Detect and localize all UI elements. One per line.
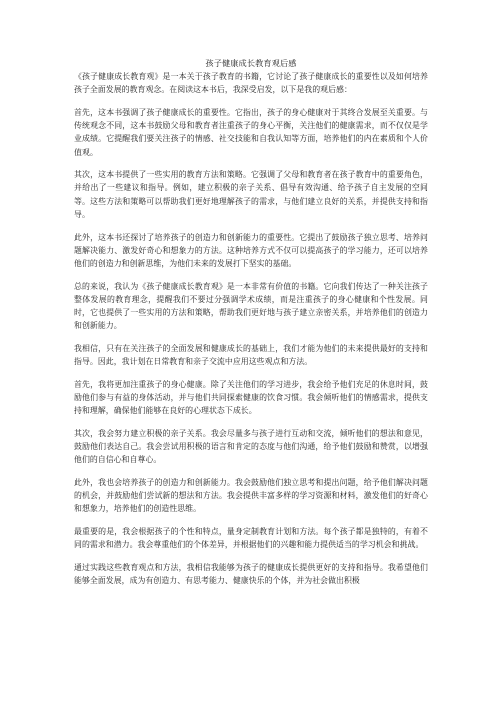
paragraph-belief: 我相信，只有在关注孩子的全面发展和健康成长的基础上，我们才能为他们的未来提供最好的支持和指导。因此，我计划在日常教育和亲子交流中应用这些观点和方法。 xyxy=(74,343,428,367)
paragraph-plan-relationship: 其次，我会努力建立积极的亲子关系。我会尽量多与孩子进行互动和交流，倾听他们的想法和意见，鼓励他们表达自己。我会尝试用积极的语言和肯定的态度与他们沟通，给予他们鼓励和赞赏，以增强他们的自信心和自尊心。 xyxy=(74,428,428,465)
paragraph-creativity: 此外，这本书还探讨了培养孩子的创造力和创新能力的重要性。它提出了鼓励孩子独立思考、培养问题解决能力、激发好奇心和想象力的方法。这种培养方式不仅可以提高孩子的学习能力，还可以培养他们的创造力和创新思维，为他们未来的发展打下坚实的基础。 xyxy=(74,232,428,268)
paragraph-plan-health: 首先，我将更加注重孩子的身心健康。除了关注他们的学习进步，我会给予他们充足的休息时间，鼓励他们参与有益的身体活动，并与他们共同探索健康的饮食习惯。我会倾听他们的情感需求，提供支持和理解，确保他们能够在良好的心理状态下成长。 xyxy=(74,379,428,416)
paragraph-intro: 《孩子健康成长教育观》是一本关于孩子教育的书籍，它讨论了孩子健康成长的重要性以及如何培养孩子全面发展的教育观念。在阅读这本书后，我深受启发，以下是我的观后感： xyxy=(74,72,428,95)
document-body xyxy=(74,58,428,597)
paragraph-plan-individual: 最重要的是，我会根据孩子的个性和特点，量身定制教育计划和方法。每个孩子都是独特的，有着不同的需求和潜力。我会尊重他们的个体差异，并根据他们的兴趣和能力提供适当的学习机会和挑战。 xyxy=(74,527,428,550)
paragraph-plan-creativity: 此外，我也会培养孩子的创造力和创新能力。我会鼓励他们独立思考和提出问题，给予他们解决问题的机会，并鼓励他们尝试新的想法和方法。我会提供丰富多样的学习资源和材料，激发他们的好奇心和想象力，培养他们的创造性思维。 xyxy=(74,478,428,514)
paragraph-summary: 总的来说，我认为《孩子健康成长教育观》是一本非常有价值的书籍。它向我们传达了一种关注孩子整体发展的教育理念，提醒我们不要过分强调学术成绩，而是注重孩子的身心健康和个性发展。同时，它也提供了一些实用的方法和策略，帮助我们更好地与孩子建立亲密关系，并培养他们的创造力和创新能力。 xyxy=(74,281,428,331)
document-title: 孩子健康成长教育观后感 xyxy=(205,58,297,68)
paragraph-methods: 其次，这本书提供了一些实用的教育方法和策略。它强调了父母和教育者在孩子教育中的重要角色，并给出了一些建议和指导。例如，建立积极的亲子关系、倡导有效沟通、给予孩子自主发展的空间等。这些方法和策略可以帮助我们更好地理解孩子的需求，与他们建立良好的关系，并提供支持和指导。 xyxy=(74,170,428,219)
paragraph-conclusion: 通过实践这些教育观点和方法，我相信我能够为孩子的健康成长提供更好的支持和指导。我希望他们能够全面发展，成为有创造力、有思考能力、健康快乐的个体，并为社会做出积极 xyxy=(74,563,428,586)
paragraph-health-importance: 首先，这本书强调了孩子健康成长的重要性。它指出，孩子的身心健康对于其终合发展至关重要。与传统观念不同，这本书鼓励父母和教育者注重孩子的身心平衡，关注他们的健康需求，而不仅仅是学业成绩。它提醒我们要关注孩子的情感、社交技能和自我认知等方面，培养他们的内在素质和个人价值观。 xyxy=(74,107,428,157)
